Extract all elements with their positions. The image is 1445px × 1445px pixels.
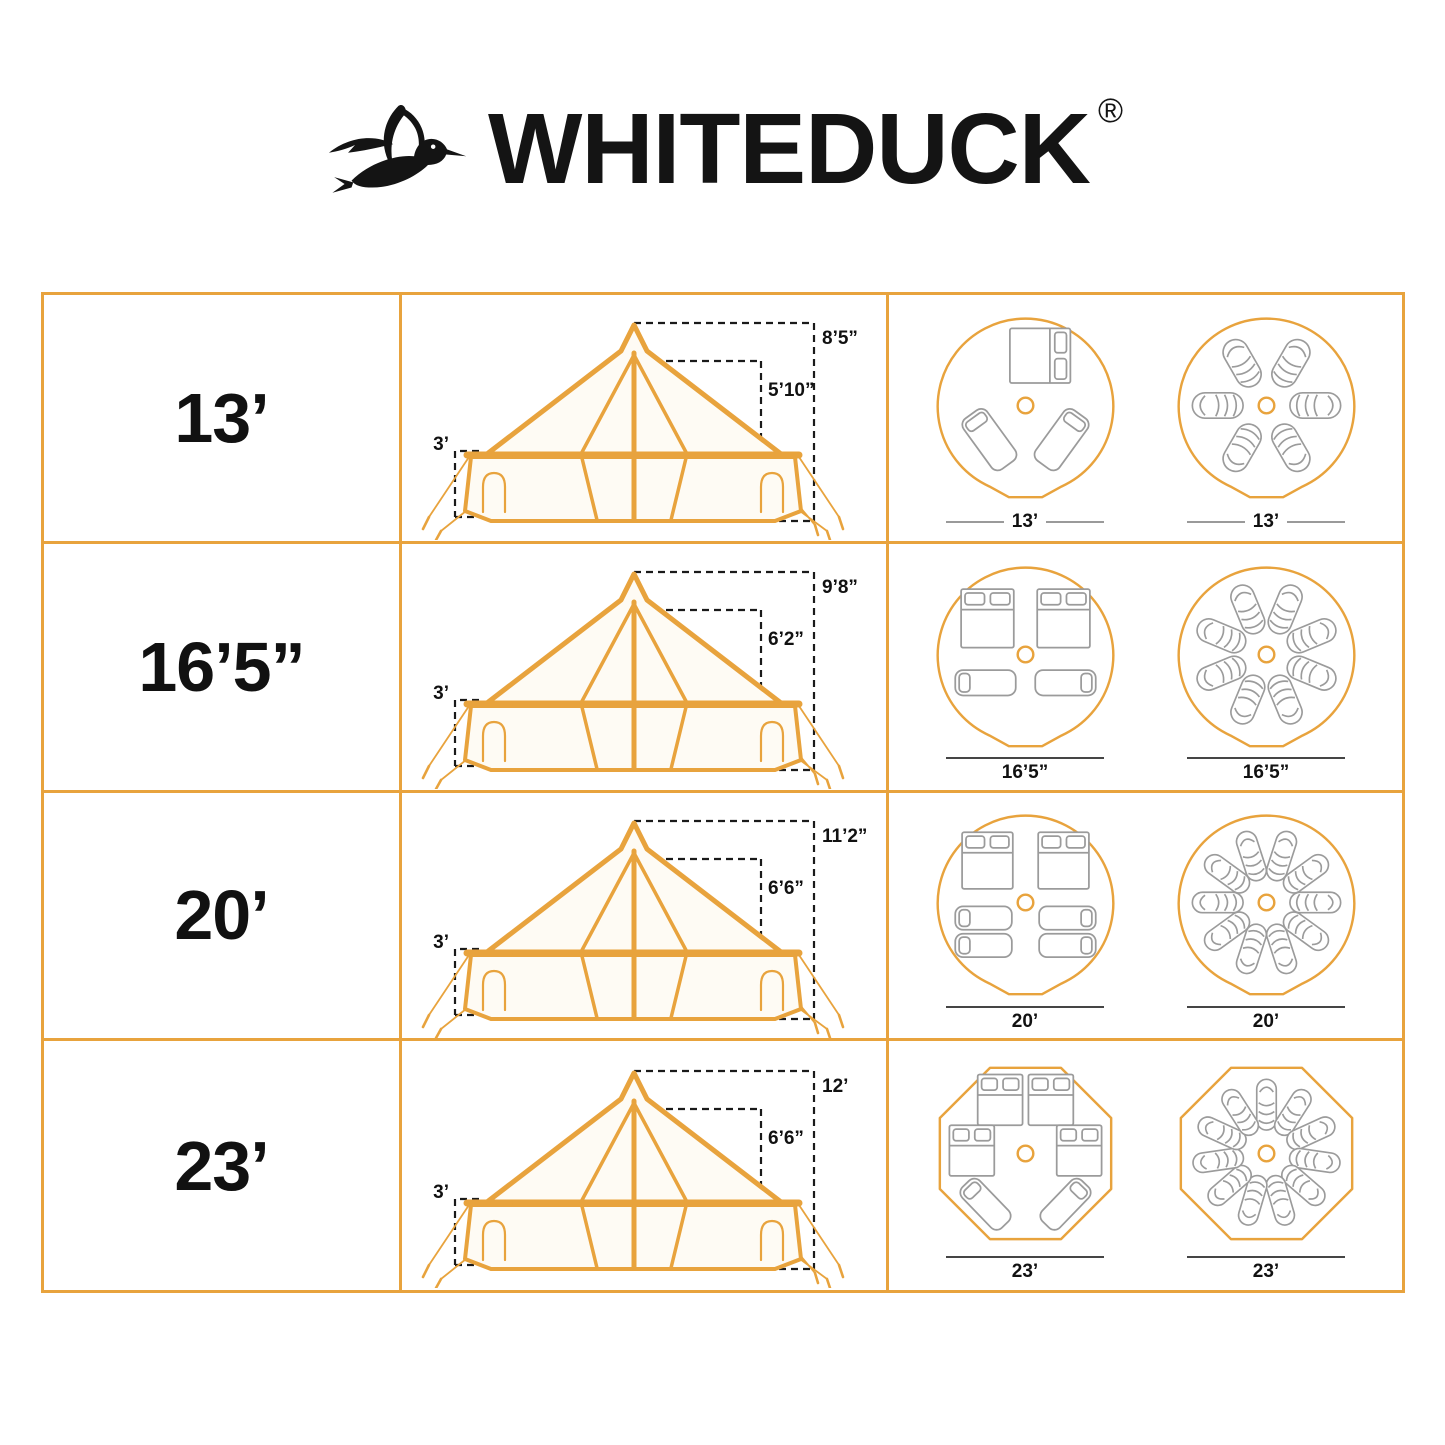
caption-line bbox=[1187, 757, 1345, 759]
bed-layout-plan bbox=[923, 554, 1128, 786]
bell-tent-drawing bbox=[423, 1073, 843, 1288]
floor-plans bbox=[923, 548, 1369, 786]
sleeping-bag bbox=[1218, 419, 1265, 476]
tent-size-label: 23’ bbox=[174, 1126, 269, 1205]
diameter-caption bbox=[946, 1255, 1104, 1285]
sleeping-bag bbox=[1218, 335, 1265, 392]
single-sleeping-mat bbox=[955, 934, 1012, 957]
peak-height-label: 8’5” bbox=[822, 328, 858, 350]
sleeping-bag-layout-plan bbox=[1164, 802, 1369, 1034]
center-height-label: 6’6” bbox=[768, 1128, 804, 1150]
bed-layout-plan bbox=[923, 1053, 1128, 1285]
center-stove-jack bbox=[1017, 398, 1033, 414]
sleeping-bag bbox=[1256, 1079, 1276, 1130]
caption-line bbox=[946, 1006, 1104, 1008]
single-sleeping-mat bbox=[955, 907, 1012, 930]
size-label-cell bbox=[44, 295, 402, 544]
center-stove-jack bbox=[1017, 895, 1033, 911]
flying-duck-icon bbox=[322, 96, 474, 220]
caption-line bbox=[1187, 1006, 1345, 1008]
bell-tent-drawing bbox=[423, 574, 843, 789]
size-comparison-table bbox=[41, 292, 1405, 1293]
floor-plan-cell bbox=[889, 1041, 1402, 1290]
tent-size-label: 16’5” bbox=[138, 627, 305, 706]
caption-line bbox=[1046, 521, 1104, 523]
single-sleeping-mat bbox=[955, 670, 1015, 695]
floor-plan-beds bbox=[923, 1053, 1128, 1253]
registered-trademark-icon: ® bbox=[1097, 92, 1124, 130]
double-bed bbox=[1056, 1125, 1101, 1176]
tent-side-view-diagram bbox=[409, 793, 879, 1038]
peak-height-label: 9’8” bbox=[822, 577, 858, 599]
center-height-label: 5’10” bbox=[768, 380, 815, 402]
floor-plan-beds bbox=[923, 802, 1128, 1002]
floor-plan-sleeping-bags bbox=[1164, 554, 1369, 754]
sleeping-bag bbox=[1192, 393, 1243, 418]
diameter-label: 16’5” bbox=[1242, 762, 1290, 784]
brand-logo bbox=[0, 92, 1445, 220]
peak-height-label: 12’ bbox=[822, 1076, 849, 1098]
center-stove-jack bbox=[1258, 1145, 1274, 1161]
double-bed bbox=[961, 589, 1014, 648]
floor-plan-cell bbox=[889, 295, 1402, 544]
sleeping-bag-layout-plan bbox=[1164, 1053, 1369, 1285]
floor-plan-sleeping-bags bbox=[1164, 802, 1369, 1002]
diameter-label: 13’ bbox=[1011, 510, 1039, 532]
size-label-cell bbox=[44, 793, 402, 1042]
tent-size-label: 20’ bbox=[174, 876, 269, 955]
floor-plans bbox=[923, 796, 1369, 1034]
center-stove-jack bbox=[1017, 646, 1033, 662]
caption-line bbox=[1187, 1256, 1345, 1258]
wall-height-label: 3’ bbox=[433, 931, 449, 953]
tent-side-view-diagram bbox=[409, 1043, 879, 1288]
bell-tent-drawing bbox=[423, 823, 843, 1038]
single-sleeping-mat bbox=[1039, 907, 1096, 930]
floor-plan-sleeping-bags bbox=[1164, 1053, 1369, 1253]
diameter-label: 16’5” bbox=[1001, 762, 1049, 784]
center-stove-jack bbox=[1258, 895, 1274, 911]
wall-height-label: 3’ bbox=[433, 683, 449, 705]
double-bed bbox=[977, 1074, 1022, 1125]
diameter-caption bbox=[1187, 1255, 1345, 1285]
caption-line bbox=[1287, 521, 1345, 523]
bed-layout-plan bbox=[923, 802, 1128, 1034]
sleeping-bag-layout-plan bbox=[1164, 554, 1369, 786]
single-sleeping-mat bbox=[1031, 406, 1091, 474]
center-stove-jack bbox=[1258, 398, 1274, 414]
diameter-caption bbox=[1187, 507, 1345, 537]
diameter-label: 20’ bbox=[1011, 1010, 1039, 1032]
double-bed bbox=[962, 833, 1013, 890]
sleeping-bag bbox=[1289, 893, 1340, 913]
single-sleeping-mat bbox=[959, 406, 1019, 474]
bell-tent-drawing bbox=[423, 325, 843, 540]
brand-name: WHITEDUCK bbox=[487, 93, 1090, 205]
floor-plan-cell bbox=[889, 544, 1402, 793]
caption-line bbox=[1187, 521, 1245, 523]
caption-line bbox=[946, 1256, 1104, 1258]
single-sleeping-mat bbox=[1035, 670, 1095, 695]
sleeping-bag-layout-plan bbox=[1164, 305, 1369, 537]
diameter-caption bbox=[946, 756, 1104, 786]
wall-height-label: 3’ bbox=[433, 1182, 449, 1204]
bed-layout-plan bbox=[923, 305, 1128, 537]
side-view-cell bbox=[402, 295, 889, 544]
center-stove-jack bbox=[1017, 1145, 1033, 1161]
caption-line bbox=[946, 757, 1104, 759]
diameter-label: 23’ bbox=[1011, 1261, 1039, 1283]
floor-plan-beds bbox=[923, 305, 1128, 505]
double-bed bbox=[1009, 328, 1069, 383]
tent-side-view-diagram bbox=[409, 544, 879, 789]
double-bed bbox=[1028, 1074, 1073, 1125]
floor-plan-cell bbox=[889, 793, 1402, 1042]
center-height-label: 6’6” bbox=[768, 877, 804, 899]
double-bed bbox=[949, 1125, 994, 1176]
center-stove-jack bbox=[1258, 646, 1274, 662]
sleeping-bag bbox=[1267, 419, 1314, 476]
diameter-caption bbox=[1187, 1004, 1345, 1034]
single-sleeping-mat bbox=[1037, 1175, 1094, 1233]
double-bed bbox=[1038, 833, 1089, 890]
floor-plan-beds bbox=[923, 554, 1128, 754]
double-bed bbox=[1037, 589, 1090, 648]
single-sleeping-mat bbox=[1039, 934, 1096, 957]
center-height-label: 6’2” bbox=[768, 629, 804, 651]
tent-size-label: 13’ bbox=[174, 378, 269, 457]
size-label-cell bbox=[44, 1041, 402, 1290]
floor-plan-sleeping-bags bbox=[1164, 305, 1369, 505]
diameter-label: 13’ bbox=[1252, 510, 1280, 532]
diameter-caption bbox=[946, 507, 1104, 537]
sleeping-bag bbox=[1192, 893, 1243, 913]
side-view-cell bbox=[402, 793, 889, 1042]
caption-line bbox=[946, 521, 1004, 523]
diameter-caption bbox=[1187, 756, 1345, 786]
tent-side-view-diagram bbox=[409, 295, 879, 540]
floor-plans bbox=[923, 1047, 1369, 1285]
peak-height-label: 11’2” bbox=[822, 825, 868, 847]
sleeping-bag bbox=[1289, 393, 1340, 418]
sleeping-bag bbox=[1267, 335, 1314, 392]
side-view-cell bbox=[402, 1041, 889, 1290]
floor-plans bbox=[923, 299, 1369, 537]
diameter-label: 23’ bbox=[1252, 1261, 1280, 1283]
wall-height-label: 3’ bbox=[433, 434, 449, 456]
size-label-cell bbox=[44, 544, 402, 793]
diameter-caption bbox=[946, 1004, 1104, 1034]
single-sleeping-mat bbox=[957, 1175, 1014, 1233]
diameter-label: 20’ bbox=[1252, 1010, 1280, 1032]
side-view-cell bbox=[402, 544, 889, 793]
